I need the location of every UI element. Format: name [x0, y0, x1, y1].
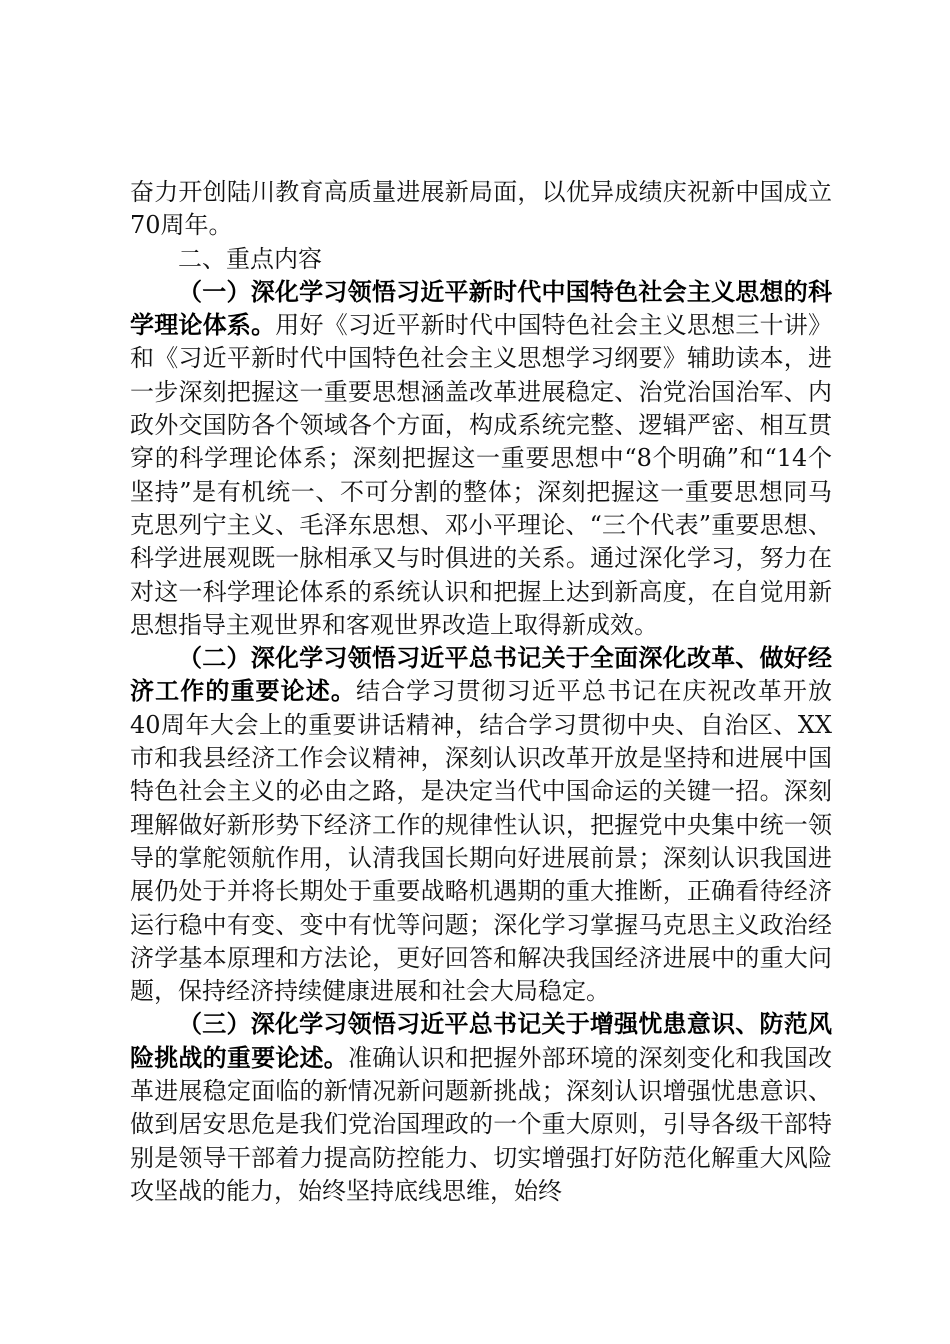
content-item-2 — [130, 642, 832, 1008]
item-3-lead: （三）深化学习领悟习近平总书记关于增强忧患意识、防范风险挑战的重要论述。 — [130, 1010, 832, 1072]
item-1-body: 用好《习近平新时代中国特色社会主义思想三十讲》和《习近平新时代中国特色社会主义思想学习纲要》辅助读本，进一步深刻把握这一重要思想涵盖改革进展稳定、治党治国治军、内政外交国防各个领域各个方面，构成系统完整、逻辑严密、相互贯穿的科学理论体系；深刻把握这一重要思想中“8个明确”和“14个坚持”是有机统一、不可分割的整体；深刻把握这一重要思想同马克思列宁主义、毛泽东思想、邓小平理论、“三个代表”重要思想、科学进展观既一脉相承又与时俱进的关系。通过深化学习，努力在对这一科学理论体系的系统认识和把握上达到新高度，在自觉用新思想指导主观世界和客观世界改造上取得新成效。 — [130, 311, 833, 639]
document-page — [130, 176, 832, 1208]
item-2-lead: （二）深化学习领悟习近平总书记关于全面深化改革、做好经济工作的重要论述。 — [130, 644, 832, 706]
content-item-1 — [130, 276, 832, 642]
intro-paragraph: 奋力开创陆川教育高质量进展新局面，以优异成绩庆祝新中国成立70周年。 — [130, 178, 832, 240]
item-1-lead: （一）深化学习领悟习近平新时代中国特色社会主义思想的科学理论体系。 — [130, 277, 832, 340]
item-2-body: 结合学习贯彻习近平总书记在庆祝改革开放40周年大会上的重要讲话精神，结合学习贯彻中央、自治区、XX市和我县经济工作会议精神，深刻认识改革开放是坚持和进展中国特色社会主义的必由之路，是决定当代中国命运的关键一招。深刻理解做好新形势下经济工作的规律性认识，把握党中央集中统一领导的掌舵领航作用，认清我国长期向好进展前景；深刻认识我国进展仍处于并将长期处于重要战略机遇期的重大推断，正确看待经济运行稳中有变、变中有忧等问题；深化学习掌握马克思主义政治经济学基本原理和方法论，更好回答和解决我国经济进展中的重大问题，保持经济持续健康进展和社会大局稳定。 — [130, 677, 832, 1006]
content-item-3 — [130, 1008, 832, 1208]
section-heading: 二、重点内容 — [178, 244, 322, 273]
item-3-body: 准确认识和把握外部环境的深刻变化和我国改革进展稳定面临的新情况新问题新挑战；深刻认识增强忧患意识、做到居安思危是我们党治国理政的一个重大原则，引导各级干部特别是领导干部着力提高防控能力、切实增强打好防范化解重大风险攻坚战的能力，始终坚持底线思维，始终 — [130, 1043, 833, 1205]
